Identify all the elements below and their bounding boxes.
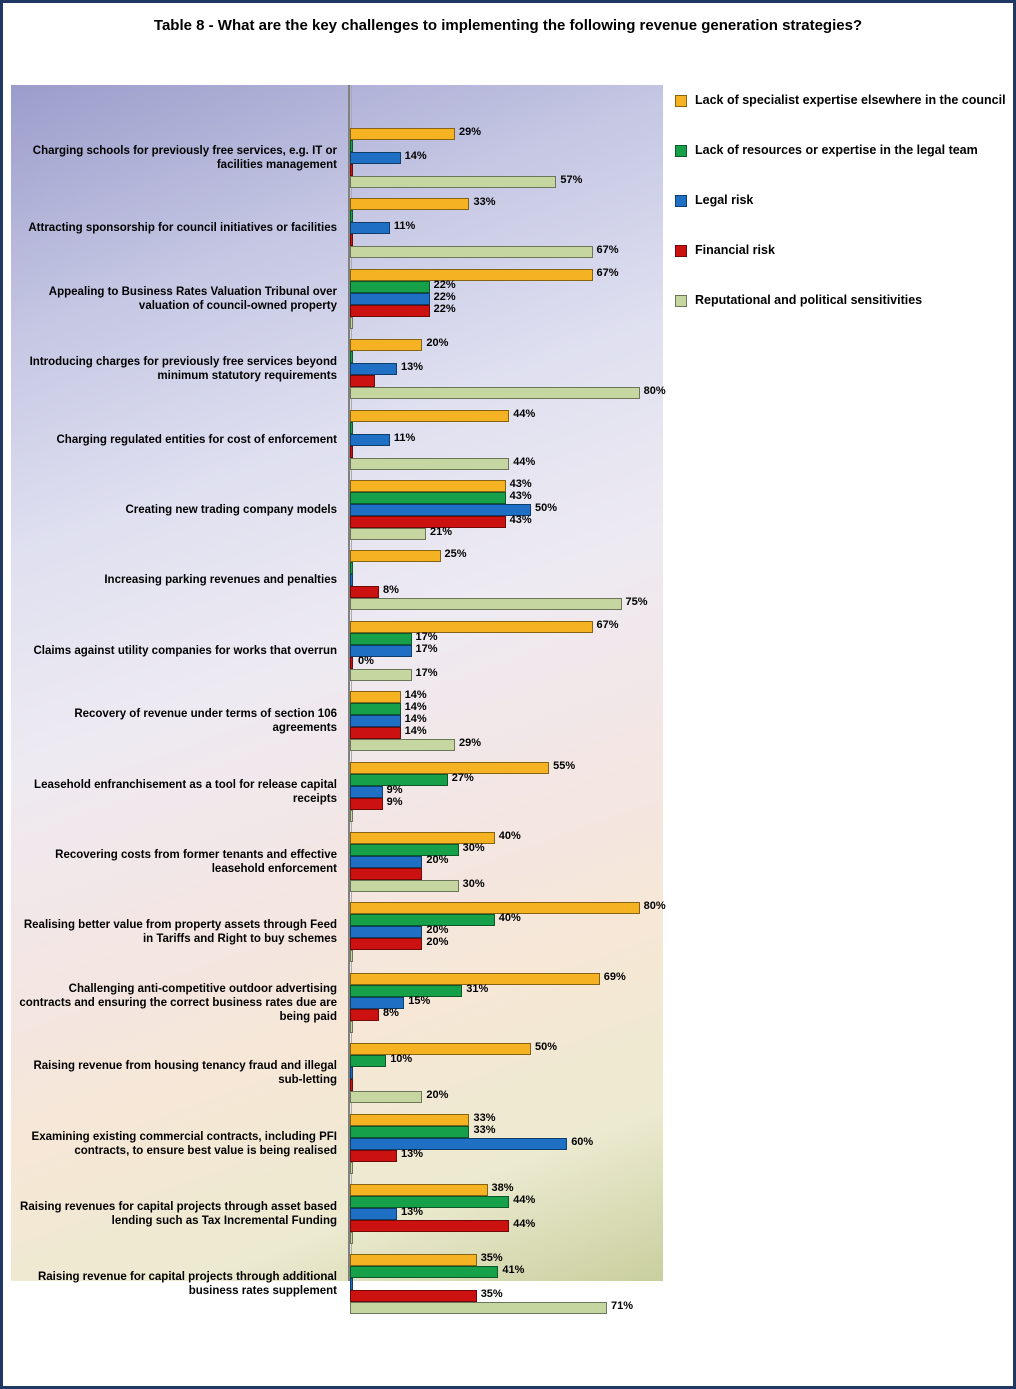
bar xyxy=(350,703,401,715)
bar xyxy=(350,222,390,234)
legend-item xyxy=(675,193,1011,243)
bar-row xyxy=(350,1055,970,1067)
bar xyxy=(350,1091,422,1103)
legend-label: Legal risk xyxy=(695,193,754,207)
bar-row xyxy=(350,492,970,504)
bar-value-label: 11% xyxy=(393,220,416,233)
bar-value-label: 17% xyxy=(415,630,438,643)
bar-value-label: 41% xyxy=(502,1264,525,1277)
page-title: Table 8 - What are the key challenges to implementing the following revenue generation strategies? xyxy=(153,17,863,34)
bar-row xyxy=(350,654,970,669)
bar-value-label: 0% xyxy=(358,654,374,667)
bar-value-label: 43% xyxy=(509,514,532,526)
bar xyxy=(350,950,353,962)
bar-row xyxy=(350,446,970,458)
bar xyxy=(350,938,422,950)
bar xyxy=(350,868,422,880)
bar-value-label: 35% xyxy=(480,1288,503,1301)
bar-row xyxy=(350,994,970,1009)
bar xyxy=(350,210,353,222)
bar-group xyxy=(3,266,655,329)
bar-row xyxy=(350,1208,970,1220)
bar xyxy=(350,458,509,470)
bar xyxy=(350,293,430,305)
bar-value-label: 40% xyxy=(498,912,521,925)
bar xyxy=(350,657,353,669)
legend-swatch-icon xyxy=(675,145,687,157)
bar-row xyxy=(350,1123,970,1138)
bar-row xyxy=(350,431,970,446)
bar xyxy=(350,504,531,516)
bar-row xyxy=(350,455,970,470)
bar-group xyxy=(3,407,655,470)
bar-row xyxy=(350,950,970,962)
bar xyxy=(350,1126,469,1138)
bar xyxy=(350,715,401,727)
bar-value-label: 57% xyxy=(560,174,583,186)
bar xyxy=(350,305,430,317)
bar-value-label: 69% xyxy=(603,970,626,983)
bar xyxy=(350,880,459,892)
bar-row xyxy=(350,1302,970,1314)
legend-item xyxy=(675,93,1011,143)
bar-group xyxy=(3,337,666,399)
bar-value-label: 44% xyxy=(513,407,536,420)
bar-group xyxy=(3,1184,655,1244)
bar xyxy=(350,786,383,798)
bar-group xyxy=(3,900,666,962)
bar-row xyxy=(350,1043,970,1055)
bar xyxy=(350,550,441,562)
bar-row xyxy=(350,618,970,633)
bar-row xyxy=(350,691,970,703)
bar-row xyxy=(350,771,970,786)
bar-row xyxy=(350,1266,970,1278)
bar-row xyxy=(350,727,970,739)
bar-value-label: 14% xyxy=(404,150,427,162)
bar-row xyxy=(350,666,970,681)
bar-row xyxy=(350,868,970,880)
bar-value-label: 80% xyxy=(643,900,666,913)
bar xyxy=(350,1055,386,1067)
bar xyxy=(350,140,353,152)
bar-row xyxy=(350,387,970,399)
bar xyxy=(350,926,422,938)
bar-value-label: 13% xyxy=(401,1147,424,1160)
bar-value-label: 50% xyxy=(535,1041,558,1054)
bar xyxy=(350,1162,353,1174)
bar xyxy=(350,528,426,540)
bar-row xyxy=(350,598,970,610)
bar-value-label: 44% xyxy=(513,455,536,468)
bar-value-label: 20% xyxy=(426,924,449,937)
bar-row xyxy=(350,1006,970,1021)
bar xyxy=(350,128,455,140)
bar-group xyxy=(3,1111,655,1174)
bar xyxy=(350,1266,498,1278)
bar xyxy=(350,598,622,610)
bar-group xyxy=(3,691,655,751)
bar-group xyxy=(3,759,655,822)
category-label: Appealing to Business Rates Valuation Tribunal over valuation of council-owned property xyxy=(48,285,337,312)
bar-value-label: 29% xyxy=(458,126,481,138)
bar-row xyxy=(350,880,970,892)
bar-row xyxy=(350,1254,970,1266)
bar-row xyxy=(350,550,970,562)
bar-value-label: 31% xyxy=(466,982,489,995)
bar xyxy=(350,914,495,926)
bar xyxy=(350,1009,379,1021)
category-label: Claims against utility companies for works that overrun xyxy=(33,644,337,657)
bar-value-label: 21% xyxy=(430,526,453,538)
bar-value-label: 80% xyxy=(643,385,666,398)
legend-label: Lack of specialist expertise elsewhere in the council xyxy=(695,93,1006,107)
bar xyxy=(350,281,430,293)
bar-value-label: 20% xyxy=(426,936,449,949)
bar-value-label: 43% xyxy=(509,490,532,502)
bar-value-label: 75% xyxy=(625,596,648,609)
bar-row xyxy=(350,407,970,422)
bar xyxy=(350,422,353,434)
bar xyxy=(350,516,506,528)
bar-group xyxy=(3,128,655,188)
bar xyxy=(350,269,593,281)
category-label: Creating new trading company models xyxy=(125,504,337,516)
bar xyxy=(350,1278,353,1290)
bar xyxy=(350,633,412,645)
bar-row xyxy=(350,1232,970,1244)
bar-value-label: 13% xyxy=(401,1206,424,1218)
bar xyxy=(350,727,401,739)
bar xyxy=(350,176,556,188)
legend-label: Reputational and political sensitivities xyxy=(695,293,923,307)
legend-item xyxy=(675,143,1011,193)
bar-row xyxy=(350,739,970,751)
bar-value-label: 38% xyxy=(491,1182,514,1194)
bar-value-label: 25% xyxy=(444,548,467,561)
category-label: Charging schools for previously free services, e.g. IT or facilities management xyxy=(32,145,337,171)
bar xyxy=(350,446,353,458)
bar-value-label: 30% xyxy=(462,878,485,890)
bar-row xyxy=(350,1162,970,1174)
category-label: Realising better value from property assets through Feed in Tariffs and Right to buy schemes xyxy=(23,919,337,946)
bar-row xyxy=(350,1196,970,1208)
bar-value-label: 35% xyxy=(480,1252,503,1265)
bar xyxy=(350,586,379,598)
bar-value-label: 33% xyxy=(473,1111,496,1124)
bar xyxy=(350,164,353,176)
category-label: Raising revenue for capital projects through additional business rates supplement xyxy=(37,1271,337,1298)
bar-value-label: 10% xyxy=(390,1053,413,1066)
bar xyxy=(350,810,353,822)
bar xyxy=(350,1184,488,1196)
bar-value-label: 22% xyxy=(433,302,456,315)
bar xyxy=(350,1150,397,1162)
category-label: Charging regulated entities for cost of enforcement xyxy=(56,433,337,446)
bar-group xyxy=(3,832,655,892)
bar xyxy=(350,739,455,751)
bar-row xyxy=(350,703,970,715)
bar-value-label: 44% xyxy=(513,1194,536,1206)
bar-row xyxy=(350,630,970,645)
bar-group xyxy=(3,970,655,1033)
bar-row xyxy=(350,810,970,822)
bar-row xyxy=(350,480,970,492)
bar-row xyxy=(350,422,970,434)
bar xyxy=(350,1138,567,1150)
bar-row xyxy=(350,982,970,997)
legend-item xyxy=(675,243,1011,293)
bar-row xyxy=(350,938,970,950)
bar xyxy=(350,1254,477,1266)
bar xyxy=(350,669,412,681)
bar-value-label: 20% xyxy=(426,854,449,866)
category-label: Recovering costs from former tenants and effective leasehold enforcement xyxy=(55,849,337,875)
bar-value-label: 67% xyxy=(596,266,619,279)
bar-row xyxy=(350,1135,970,1150)
bar-value-label: 17% xyxy=(415,666,438,679)
bar-value-label: 50% xyxy=(535,502,558,514)
bar-row xyxy=(350,586,970,598)
bar xyxy=(350,1220,509,1232)
bar-group xyxy=(3,550,655,610)
legend-label: Financial risk xyxy=(695,243,775,257)
category-label: Challenging anti-competitive outdoor advertising contracts and ensuring the correct business rates due are being paid xyxy=(19,982,337,1023)
bar xyxy=(350,621,593,633)
bar-row xyxy=(350,856,970,868)
bar-value-label: 8% xyxy=(382,584,399,597)
bar-value-label: 40% xyxy=(498,830,521,842)
bar xyxy=(350,351,353,363)
category-label: Introducing charges for previously free services beyond minimum statutory requirements xyxy=(29,356,337,383)
bar-row xyxy=(350,1184,970,1196)
bar xyxy=(350,1232,353,1244)
bar-row xyxy=(350,1220,970,1232)
bar-value-label: 14% xyxy=(404,689,427,702)
legend-item xyxy=(675,293,1011,343)
bar xyxy=(350,902,640,914)
bar-value-label: 60% xyxy=(571,1135,594,1148)
bar-value-label: 33% xyxy=(473,1123,496,1136)
bar xyxy=(350,1208,397,1220)
bar xyxy=(350,1290,477,1302)
bar xyxy=(350,198,469,210)
bar-value-label: 71% xyxy=(611,1300,634,1313)
bar-value-label: 17% xyxy=(415,642,438,655)
bar-value-label: 55% xyxy=(553,759,576,772)
bar-value-label: 9% xyxy=(386,783,403,796)
legend-swatch-icon xyxy=(675,245,687,257)
bar-group xyxy=(3,1043,655,1103)
bar-row xyxy=(350,1290,970,1302)
bar xyxy=(350,985,462,997)
bar xyxy=(350,762,549,774)
bar-group xyxy=(3,1254,655,1314)
bar-row xyxy=(350,1021,970,1033)
bar-row xyxy=(350,574,970,586)
bar xyxy=(350,434,390,446)
category-label: Increasing parking revenues and penalties xyxy=(104,574,337,587)
bar-value-label: 33% xyxy=(473,196,496,209)
bar xyxy=(350,410,509,422)
bar-row xyxy=(350,562,970,574)
bar-row xyxy=(350,970,970,985)
category-label: Attracting sponsorship for council initiatives or facilities xyxy=(28,222,337,235)
legend-swatch-icon xyxy=(675,95,687,107)
bar-row xyxy=(350,363,970,375)
bar-row xyxy=(350,1111,970,1126)
bar-row xyxy=(350,351,970,363)
bar-row xyxy=(350,1147,970,1162)
bar xyxy=(350,246,593,258)
bar-row xyxy=(350,642,970,657)
bar-group xyxy=(3,618,655,681)
bar xyxy=(350,1067,353,1079)
bar xyxy=(350,234,353,246)
bar-row xyxy=(350,1278,970,1290)
bar-value-label: 67% xyxy=(596,244,619,257)
bar-row xyxy=(350,759,970,774)
bar-group xyxy=(3,198,655,258)
bar-value-label: 43% xyxy=(509,478,532,490)
bar-row xyxy=(350,902,970,914)
bar-value-label: 22% xyxy=(433,278,456,291)
bar xyxy=(350,1021,353,1033)
bar-value-label: 15% xyxy=(408,994,431,1007)
category-label: Raising revenue from housing tenancy fraud and illegal sub-letting xyxy=(33,1060,337,1087)
legend-swatch-icon xyxy=(675,195,687,207)
bar xyxy=(350,562,353,574)
bar-row xyxy=(350,715,970,727)
bar-value-label: 14% xyxy=(404,713,427,726)
bar-value-label: 20% xyxy=(426,337,449,350)
bar-value-label: 67% xyxy=(596,618,619,631)
bar-value-label: 22% xyxy=(433,290,456,303)
bar-value-label: 13% xyxy=(401,361,424,374)
bar-row xyxy=(350,832,970,844)
bar xyxy=(350,1196,509,1208)
legend-label: Lack of resources or expertise in the legal team xyxy=(695,143,978,157)
bar-row xyxy=(350,1091,970,1103)
bar-value-label: 11% xyxy=(393,431,416,444)
chart-legend xyxy=(675,93,1011,343)
legend-swatch-icon xyxy=(675,295,687,307)
bar-group xyxy=(3,480,655,540)
bar-row xyxy=(350,504,970,516)
bar xyxy=(350,856,422,868)
bar-value-label: 29% xyxy=(458,737,481,750)
bar xyxy=(350,1043,531,1055)
bar-value-label: 8% xyxy=(382,1006,399,1019)
category-label: Raising revenues for capital projects through asset based lending such as Tax Incremental Funding xyxy=(20,1201,337,1227)
bar xyxy=(350,691,401,703)
bar-row xyxy=(350,1067,970,1079)
bar xyxy=(350,317,353,329)
bar-value-label: 20% xyxy=(426,1089,449,1102)
bar xyxy=(350,480,506,492)
bar xyxy=(350,152,401,164)
bar-value-label: 27% xyxy=(451,771,474,784)
bar xyxy=(350,339,422,351)
category-label: Leasehold enfranchisement as a tool for release capital receipts xyxy=(34,778,337,805)
bar xyxy=(350,1302,607,1314)
bar-row xyxy=(350,783,970,798)
bar-value-label: 30% xyxy=(462,842,485,854)
bar xyxy=(350,387,640,399)
bar-value-label: 44% xyxy=(513,1218,536,1230)
bar xyxy=(350,1114,469,1126)
bar-value-label: 14% xyxy=(404,701,427,714)
bar xyxy=(350,363,397,375)
bar xyxy=(350,1079,353,1091)
bar xyxy=(350,375,375,387)
bar xyxy=(350,574,353,586)
bar-value-label: 9% xyxy=(386,795,403,808)
bar-row xyxy=(350,795,970,810)
category-label: Examining existing commercial contracts, including PFI contracts, to ensure best value is being realised xyxy=(31,1130,337,1157)
category-label: Recovery of revenue under terms of section 106 agreements xyxy=(74,708,337,735)
bar-value-label: 14% xyxy=(404,725,427,738)
bar-row xyxy=(350,528,970,540)
bar xyxy=(350,492,506,504)
bar xyxy=(350,798,383,810)
